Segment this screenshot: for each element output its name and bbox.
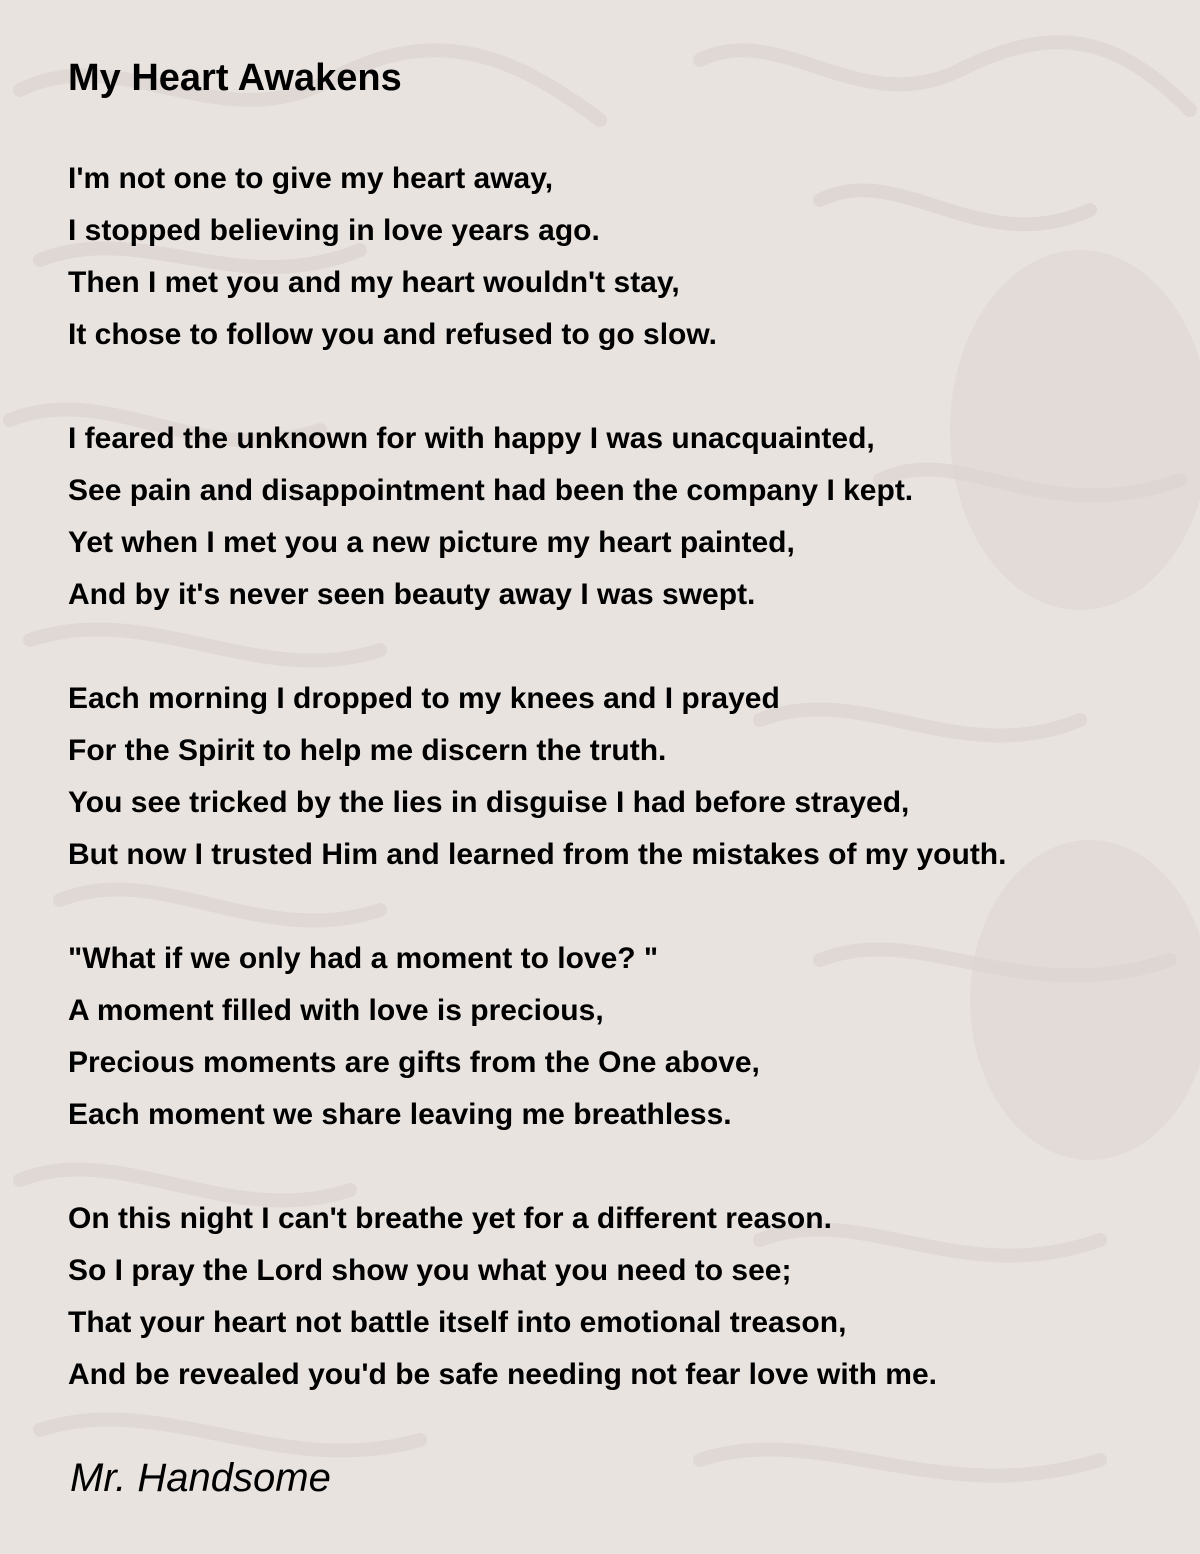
poem-line: Each moment we share leaving me breathless.	[68, 1098, 732, 1131]
stanza	[68, 673, 1178, 881]
poem-line: A moment filled with love is precious,	[68, 994, 604, 1027]
poem-container	[68, 55, 1178, 1453]
poem-line: It chose to follow you and refused to go slow.	[68, 318, 717, 351]
poem-line: You see tricked by the lies in disguise I had before strayed,	[68, 786, 910, 819]
poem-author: Mr. Handsome	[70, 1456, 331, 1500]
poem-line: And be revealed you'd be safe needing not fear love with me.	[68, 1358, 938, 1391]
poem-line: On this night I can't breathe yet for a different reason.	[68, 1202, 832, 1235]
poem-line: But now I trusted Him and learned from the mistakes of my youth.	[68, 838, 1007, 871]
poem-line: See pain and disappointment had been the company I kept.	[68, 474, 914, 507]
poem-line: "What if we only had a moment to love? "	[68, 942, 659, 975]
stanza	[68, 153, 1178, 361]
poem-line: And by it's never seen beauty away I was swept.	[68, 578, 756, 611]
stanza	[68, 933, 1178, 1141]
poem-line: Then I met you and my heart wouldn't stay,	[68, 266, 680, 299]
stanza	[68, 1193, 1178, 1401]
poem-line: So I pray the Lord show you what you need to see;	[68, 1254, 792, 1287]
poem-line: I'm not one to give my heart away,	[68, 162, 554, 195]
poem-line: That your heart not battle itself into emotional treason,	[68, 1306, 847, 1339]
poem-line: I stopped believing in love years ago.	[68, 214, 600, 247]
poem-body	[68, 153, 1178, 1401]
poem-line: Yet when I met you a new picture my heart painted,	[68, 526, 795, 559]
poem-line: Each morning I dropped to my knees and I prayed	[68, 682, 780, 715]
poem-line: For the Spirit to help me discern the truth.	[68, 734, 667, 767]
poem-title: My Heart Awakens	[68, 57, 402, 99]
poem-line: Precious moments are gifts from the One above,	[68, 1046, 760, 1079]
stanza	[68, 413, 1178, 621]
poem-line: I feared the unknown for with happy I was unacquainted,	[68, 422, 875, 455]
